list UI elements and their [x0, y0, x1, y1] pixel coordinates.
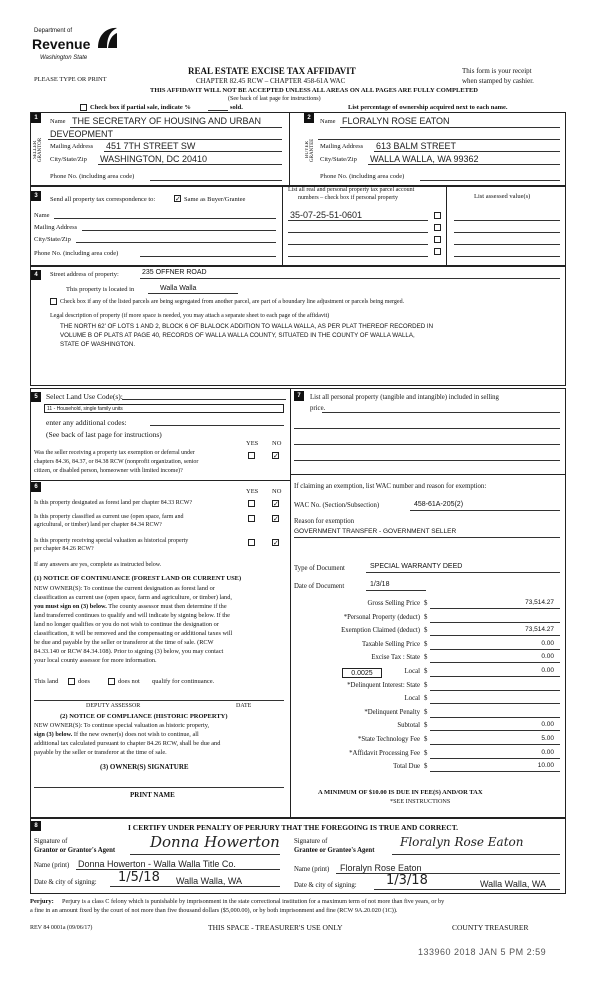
- seller-side-label: SELLER GRANTOR: [33, 137, 43, 163]
- wac-value: 458-61A-205(2): [414, 501, 464, 508]
- tax-row-label: Exemption Claimed (deduct): [341, 627, 420, 635]
- section-8-number: 8: [31, 821, 41, 831]
- receipt-line1: This form is your receipt: [462, 67, 532, 75]
- does-not-label: does not: [118, 678, 140, 685]
- buyer-city-label: City/State/Zip: [320, 156, 357, 163]
- partial-sale-label: Check box if partial sale, indicate %: [90, 104, 191, 111]
- doc-type-label: Type of Document: [294, 565, 345, 572]
- dept-line3: Washington State: [40, 55, 88, 61]
- tax-row-dollar: $: [424, 600, 428, 607]
- tax-row-label: Total Due: [393, 763, 420, 771]
- form-see-back: (See back of last page for instructions): [228, 96, 321, 102]
- additional-codes-label: enter any additional codes:: [46, 418, 127, 427]
- parcel-checkbox-4[interactable]: [434, 248, 441, 255]
- buyer-mail: 613 BALM STREET: [376, 141, 457, 151]
- sec5-q1c: citizen, or disabled person, homeowner with limited income)?: [34, 468, 183, 474]
- minimum-due: A MINIMUM OF $10.00 IS DUE IN FEE(S) AND/OR TAX: [318, 789, 483, 796]
- grantee-sig-label-b: Grantee or Grantee's Agent: [294, 847, 375, 854]
- tax-row-value[interactable]: 10.00: [537, 762, 554, 770]
- form-chapter: CHAPTER 82.45 RCW – CHAPTER 458-61A WAC: [196, 77, 346, 85]
- tax-row-label: Taxable Selling Price: [361, 640, 420, 648]
- tax-row-label: *Delinquent Interest: State: [347, 681, 420, 689]
- grantee-signature: Floralyn Rose Eaton: [400, 835, 524, 849]
- reason-label: Reason for exemption: [294, 518, 355, 525]
- sec6-yes: YES: [246, 488, 259, 495]
- buyer-phone-label: Phone No. (including area code): [320, 173, 405, 180]
- section-1-number: 1: [31, 113, 41, 123]
- receipt-line2: when stamped by cashier.: [462, 77, 534, 85]
- form-warning: THIS AFFIDAVIT WILL NOT BE ACCEPTED UNLESS ALL AREAS ON ALL PAGES ARE FULLY COMPLETED: [150, 87, 478, 94]
- buyer-mail-label: Mailing Address: [320, 143, 364, 150]
- grantor-city: Walla Walla, WA: [176, 876, 243, 886]
- continuance-1: NEW OWNER(S): To continue the current designation as forest land or: [34, 585, 215, 592]
- parcel-header-1: List all real and personal property tax parcel account: [288, 187, 415, 193]
- seller-name-label: Name: [50, 118, 66, 125]
- located-label: This property is located in: [66, 286, 135, 293]
- buyer-side-label: BUYER GRANTEE: [305, 138, 315, 162]
- tax-table: [294, 598, 564, 778]
- legal-label: Legal description of property (if more space is needed, you may attach a separate sheet to each page of the affidavit): [50, 313, 330, 319]
- sec5-q1-no-checkbox[interactable]: ✓: [273, 452, 279, 460]
- continuance-3: you must sign on (3) below. The county assessor must then determine if the: [34, 603, 227, 610]
- dept-line1: Department of: [34, 28, 73, 34]
- dept-logo: [28, 26, 128, 66]
- parcel-checkbox-3[interactable]: [434, 236, 441, 243]
- sec6-q3-yes-checkbox[interactable]: [248, 539, 255, 546]
- segregate-label: Check box if any of the listed parcels are being segregated from another parcel, are part of a boundary line adjustment or parcels being merged.: [60, 299, 405, 305]
- grantee-name-label: Name (print): [294, 866, 330, 873]
- continuance-9: your local county assessor for more information.: [34, 657, 157, 664]
- send-correspondence-label: Send all property tax correspondence to:: [50, 196, 156, 203]
- treasurer-stamp: 133960 2018 JAN 5 PM 2:59: [418, 947, 547, 957]
- perjury-text-2: a fine in an amount fixed by the court of not more than five thousand dollars ($5,000.00), or by both imprisonment and fine (RCW 9A.20.020 (1C)).: [30, 907, 398, 914]
- section-6-number: 6: [31, 482, 41, 492]
- sec6-q3-no-checkbox[interactable]: ✓: [273, 539, 279, 547]
- sec6-q1-no-checkbox[interactable]: ✓: [273, 500, 279, 508]
- grantee-city: Walla Walla, WA: [480, 879, 547, 889]
- reason-value: GOVERNMENT TRANSFER - GOVERNMENT SELLER: [294, 528, 457, 535]
- does-not-checkbox[interactable]: [108, 678, 115, 685]
- tax-row-dollar: $: [424, 708, 428, 716]
- same-as-buyer-label: Same as Buyer/Grantee: [184, 196, 246, 203]
- dept-logo-icon: [96, 26, 118, 50]
- doc-date-label: Date of Document: [294, 583, 345, 590]
- land-use-title: Select Land Use Code(s):: [46, 392, 123, 401]
- continuance-7: be due and payable by the seller or transferor at the time of sale. (RCW: [34, 639, 214, 646]
- certify-statement: I CERTIFY UNDER PENALTY OF PERJURY THAT THE FOREGOING IS TRUE AND CORRECT.: [128, 823, 459, 832]
- tax-row-dollar: $: [424, 627, 428, 635]
- tax-row-dollar: $: [424, 681, 428, 689]
- tax-row-label: Local: [404, 695, 420, 703]
- compliance-2: sign (3) below. If the new owner(s) does not wish to continue, all: [34, 731, 199, 738]
- legal-line-3: STATE OF WASHINGTON.: [60, 341, 136, 348]
- continuance-8: 84.33.140 or RCW 84.34.108). Prior to signing (3) below, you may contact: [34, 648, 224, 655]
- sec6-q2a: Is this property classified as current use (open space, farm and: [34, 514, 184, 520]
- buyer-name: FLORALYN ROSE EATON: [342, 116, 450, 126]
- dept-line2: Revenue: [32, 36, 91, 52]
- compliance-3: additional tax calculated pursuant to chapter 84.26 RCW, shall be due and: [34, 740, 221, 747]
- personal-property-2: price.: [310, 405, 326, 412]
- seller-phone-label: Phone No. (including area code): [50, 173, 135, 180]
- continuance-4: land transferred continues to qualify and will indicate by signing below. If the: [34, 612, 230, 619]
- tax-row-value[interactable]: 0.00: [541, 667, 554, 674]
- grantor-signature: Donna Howerton: [150, 833, 280, 851]
- grantor-name: Donna Howerton - Walla Walla Title Co.: [78, 859, 236, 869]
- tax-row-dollar: $: [424, 695, 428, 703]
- tax-row-label: Excise Tax : State: [371, 654, 420, 662]
- seller-mail-label: Mailing Address: [50, 143, 94, 150]
- tax-row-value[interactable]: 73,514.27: [525, 599, 554, 606]
- tax-row-value[interactable]: 0.00: [541, 748, 554, 756]
- qualify-label: qualify for continuance.: [152, 678, 215, 685]
- grantor-sig-label-b: Grantor or Grantor's Agent: [34, 847, 116, 854]
- tax-row-dollar: $: [424, 613, 428, 621]
- sec6-if-yes: If any answers are yes, complete as instructed below.: [34, 562, 162, 568]
- doc-date-value: 1/3/18: [370, 581, 390, 588]
- tax-row-label: Gross Selling Price: [367, 600, 420, 607]
- grantee-sig-label-a: Signature of: [294, 838, 328, 845]
- section-7-number: 7: [294, 391, 304, 401]
- corr-city-label: City/State/Zip: [34, 236, 71, 243]
- grantee-date-label: Date & city of signing:: [294, 882, 357, 889]
- tax-row-value[interactable]: 0.00: [541, 721, 554, 729]
- treasurer-space: THIS SPACE - TREASURER'S USE ONLY: [208, 923, 343, 932]
- land-use-code-field[interactable]: 11 - Household, single family units: [44, 404, 284, 413]
- deputy-date-label: DATE: [236, 703, 252, 709]
- sec5-q1b: chapters 84.36, 84.37, or 84.38 RCW (nonprofit organization, senior: [34, 459, 199, 465]
- tax-row-dollar: $: [424, 722, 428, 730]
- sec6-q2-yes-checkbox[interactable]: [248, 515, 255, 522]
- parcel-header-2: numbers – check box if personal property: [298, 195, 398, 201]
- seller-name-1: THE SECRETARY OF HOUSING AND URBAN: [72, 116, 262, 126]
- sec6-no: NO: [272, 488, 282, 495]
- wac-label: WAC No. (Section/Subsection): [294, 502, 380, 509]
- sec5-yes: YES: [246, 440, 259, 447]
- grantor-sig-label-a: Signature of: [34, 838, 68, 845]
- partial-sale-sold: sold.: [230, 104, 243, 111]
- assessed-header: List assessed value(s): [474, 193, 531, 200]
- does-label: does: [78, 678, 90, 685]
- seller-name-2: DEVEOPMENT: [50, 129, 114, 139]
- tax-row-value[interactable]: 5.00: [541, 735, 554, 742]
- sec5-q1a: Was the seller receiving a property tax exemption or deferral under: [34, 450, 195, 456]
- tax-row-dollar: $: [424, 763, 428, 771]
- parcel-number: 35-07-25-51-0601: [290, 210, 363, 220]
- section-2-number: 2: [304, 113, 314, 123]
- legal-line-2: VOLUME B OF PLATS AT PAGE 40, RECORDS OF WALLA WALLA COUNTY, SITUATED IN THE COUNTY OF WALLA WALLA,: [60, 332, 415, 339]
- wac-intro: If claiming an exemption, list WAC number and reason for exemption:: [294, 483, 487, 490]
- seller-city: WASHINGTON, DC 20410: [100, 154, 208, 164]
- tax-row-dollar: $: [424, 654, 428, 662]
- partial-sale-checkbox[interactable]: [80, 104, 87, 111]
- grantee-date: 1/3/18: [386, 873, 428, 888]
- grantee-name: Floralyn Rose Eaton: [340, 863, 422, 873]
- please-type: PLEASE TYPE OR PRINT: [34, 76, 107, 83]
- personal-property-1: List all personal property (tangible and intangible) included in selling: [310, 394, 499, 401]
- tax-row-label: *Personal Property (deduct): [343, 613, 420, 621]
- parcel-checkbox-1[interactable]: [434, 212, 441, 219]
- seller-mail: 451 7TH STREET SW: [106, 141, 196, 151]
- grantor-name-label: Name (print): [34, 862, 70, 869]
- tax-row-dollar: $: [424, 640, 428, 648]
- tax-row-label: Local: [404, 668, 420, 675]
- street-value: 235 OFFNER ROAD: [142, 269, 207, 276]
- local-rate-field[interactable]: 0.0025: [342, 668, 382, 678]
- corr-phone-label: Phone No. (including area code): [34, 250, 119, 257]
- sec6-q2-no-checkbox[interactable]: ✓: [273, 515, 279, 523]
- sec6-q2b: agricultural, or timber) land per chapter 84.34 RCW?: [34, 522, 162, 528]
- legal-line-1: THE NORTH 62' OF LOTS 1 AND 2, BLOCK 6 OF BLALOCK ADDITION TO WALLA WALLA, AS PER PLAT THEREOF RECORDED IN: [60, 323, 434, 330]
- continuance-5: land no longer qualifies or you do not wish to continue the designation or: [34, 621, 219, 628]
- tax-row-value[interactable]: 0.00: [541, 653, 554, 661]
- compliance-4: payable by the seller or transferor at the time of sale.: [34, 749, 167, 756]
- sec6-q3b: per chapter 84.26 RCW?: [34, 546, 94, 552]
- sec5-q1-yes-checkbox[interactable]: [248, 452, 255, 459]
- form-title: REAL ESTATE EXCISE TAX AFFIDAVIT: [188, 66, 356, 76]
- tax-row-label: *Delinquent Penalty: [364, 708, 420, 716]
- segregate-checkbox[interactable]: [50, 298, 57, 305]
- does-checkbox[interactable]: [68, 678, 75, 685]
- tax-row-dollar: $: [424, 736, 428, 743]
- section-5-number: 5: [31, 392, 41, 402]
- buyer-name-label: Name: [320, 118, 336, 125]
- continuance-title: (1) NOTICE OF CONTINUANCE (FOREST LAND OR CURRENT USE): [34, 575, 242, 582]
- tax-row-dollar: $: [424, 749, 428, 757]
- tax-row-label: *Affidavit Processing Fee: [349, 749, 420, 757]
- grantor-date: 1/5/18: [118, 870, 160, 885]
- section-4-number: 4: [31, 270, 41, 280]
- compliance-title: (2) NOTICE OF COMPLIANCE (HISTORIC PROPERTY): [60, 713, 228, 720]
- tax-row-dollar: $: [424, 668, 428, 675]
- continuance-2: classification as current use (open space, farm and agriculture, or timber) land,: [34, 594, 232, 601]
- owner-signature-label: (3) OWNER(S) SIGNATURE: [100, 763, 189, 771]
- perjury-text-1: Perjury is a class C felony which is punishable by imprisonment in the state correctional institution for a maximum term of not more than five years, or by: [62, 898, 445, 905]
- compliance-1: NEW OWNER(S): To continue special valuation as historic property,: [34, 722, 210, 729]
- sec5-no: NO: [272, 440, 282, 447]
- deputy-assessor-label: DEPUTY ASSESSOR: [86, 703, 141, 709]
- street-label: Street address of property:: [50, 271, 119, 278]
- land-label: This land: [34, 678, 59, 685]
- sec6-q1: Is this property designated as forest land per chapter 84.33 RCW?: [34, 500, 193, 506]
- ownership-label: List percentage of ownership acquired next to each name.: [348, 104, 508, 111]
- tax-row-label: Subtotal: [397, 722, 420, 730]
- see-instructions: *SEE INSTRUCTIONS: [390, 798, 451, 805]
- doc-type-value: SPECIAL WARRANTY DEED: [370, 563, 463, 570]
- tax-row-value[interactable]: 73,514.27: [525, 626, 554, 634]
- county-treasurer: COUNTY TREASURER: [452, 923, 529, 932]
- section-3-number: 3: [31, 191, 41, 201]
- located-value: Walla Walla: [160, 285, 197, 292]
- grantor-date-label: Date & city of signing:: [34, 879, 97, 886]
- buyer-city: WALLA WALLA, WA 99362: [370, 154, 479, 164]
- corr-mail-label: Mailing Address: [34, 224, 78, 231]
- same-as-buyer-checkbox[interactable]: ✓: [175, 195, 181, 203]
- print-name-label: PRINT NAME: [130, 791, 175, 799]
- corr-name-label: Name: [34, 212, 50, 219]
- tax-row-value[interactable]: 0.00: [541, 639, 554, 647]
- rev-number: REV 84 0001a (09/06/17): [30, 925, 93, 931]
- sec6-q1-yes-checkbox[interactable]: [248, 500, 255, 507]
- perjury-label: Perjury:: [30, 898, 54, 905]
- seller-city-label: City/State/Zip: [50, 156, 87, 163]
- tax-row-label: *State Technology Fee: [357, 736, 420, 743]
- land-use-see-back: (See back of last page for instructions): [46, 430, 162, 439]
- partial-sale-field[interactable]: [208, 110, 228, 111]
- parcel-checkbox-2[interactable]: [434, 224, 441, 231]
- continuance-6: classification, it will be removed and the compensating or additional taxes will: [34, 630, 233, 637]
- sec6-q3a: Is this property receiving special valuation as historical property: [34, 538, 189, 544]
